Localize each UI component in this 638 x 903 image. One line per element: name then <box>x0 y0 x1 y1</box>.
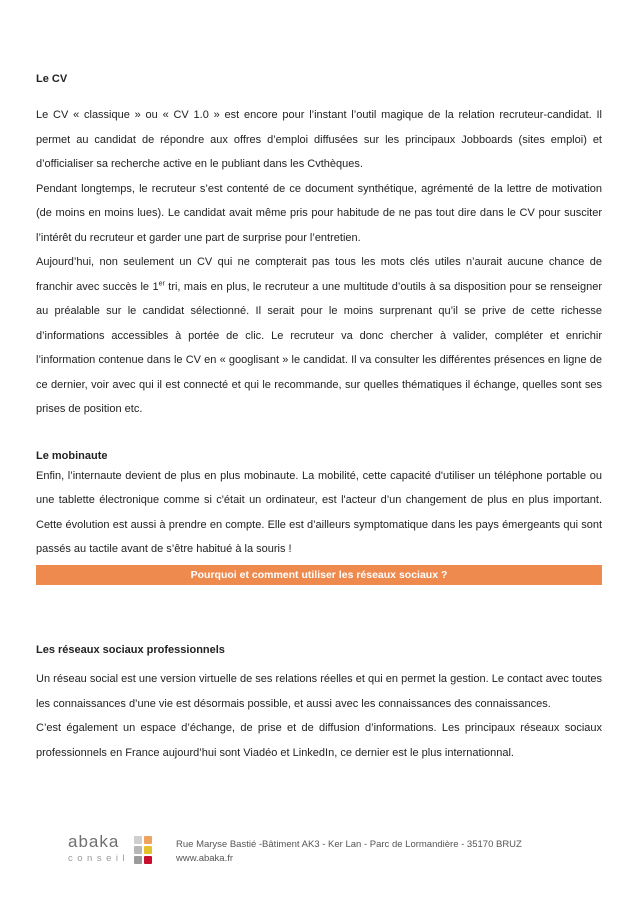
footer-address: Rue Maryse Bastié -Bâtiment AK3 - Ker Lan - Parc de Lormandière - 35170 BRUZ <box>176 839 522 850</box>
ordinal-superscript: er <box>158 279 165 287</box>
page-footer <box>0 832 638 872</box>
abaka-logo <box>68 832 164 868</box>
reseaux-paragraph-2: C’est également un espace d’échange, de prise et de diffusion d’informations. Les principaux réseaux sociaux professionnels en France aujourd’hui sont Viadéo et LinkedIn, ce dernier est le plus internationnal. <box>36 722 602 759</box>
cv-paragraph-1: Le CV « classique » ou « CV 1.0 » est encore pour l’instant l’outil magique de la relation recruteur-candidat. Il permet au candidat de répondre aux offres d’emploi diffusées sur les principaux Jobboards (sites emploi) et d’officialiser sa recherche active en le publiant dans les Cvthèques. <box>36 109 602 170</box>
cv-paragraph-3-start: Aujourd’hui, non seulement un CV qui ne compterait pas tous les mots clés utiles n’aurait aucune chance de franchir avec succès le 1 <box>36 256 602 293</box>
logo-word: abaka <box>68 832 120 851</box>
cv-paragraph-3-end: tri, mais en plus, le recruteur a une multitude d’outils à sa disposition pour se renseigner au préalable sur le candidat sélectionné. Il serait pour le moins surprenant qu’il se prive de cette richesse d’informations accessibles à portée de clic. Le recruteur va donc chercher à valider, compléter et enrichir l’information contenue dans le CV en « googlisant » le candidat. Il va consulter les différentes présences en ligne de ce dernier, voir avec qui il est connecté et qui le recommande, sur quelles thématiques il échange, quelles sont ses prises de position etc. <box>36 280 602 415</box>
reseaux-section <box>36 643 602 765</box>
section-title-cv: Le CV <box>36 73 68 85</box>
cv-paragraph-2: Pendant longtemps, le recruteur s’est contenté de ce document synthétique, agrémenté de la lettre de motivation (de moins en moins lues). Le candidat avait même pris pour habitude de ne pas tout dire dans le CV pour susciter l’intérêt du recruteur et garder une part de surprise pour l’entretien. <box>36 182 602 244</box>
section-title-mobinaute: Le mobinaute <box>36 449 108 462</box>
footer-website[interactable]: www.abaka.fr <box>176 853 234 864</box>
main-content <box>36 72 602 562</box>
reseaux-paragraph-1: Un réseau social est une version virtuelle de ses relations réelles et qui en permet la gestion. Le contact avec toutes les connaissances d’une vie est désormais possible, et aussi avec les connaissances des connaissances. <box>36 673 602 710</box>
section-title-reseaux: Les réseaux sociaux professionnels <box>36 644 225 656</box>
mobinaute-paragraph: Enfin, l’internaute devient de plus en plus mobinaute. La mobilité, cette capacité d'utiliser un téléphone portable ou une tablette électronique comme si c'était un ordinateur, est l'acteur d’un changement de plus en plus important. Cette évolution est aussi à prendre en compte. Elle est d’ailleurs symptomatique dans les pays émergeants qui sont passés au tactile avant de s’être habitué à la souris ! <box>36 469 602 555</box>
logo-squares-icon <box>134 836 164 866</box>
cv-paragraph-3 <box>36 250 602 422</box>
footer-contact <box>176 838 522 866</box>
section-banner: Pourquoi et comment utiliser les réseaux sociaux ? <box>36 565 602 585</box>
logo-subtitle: conseil <box>68 853 130 864</box>
